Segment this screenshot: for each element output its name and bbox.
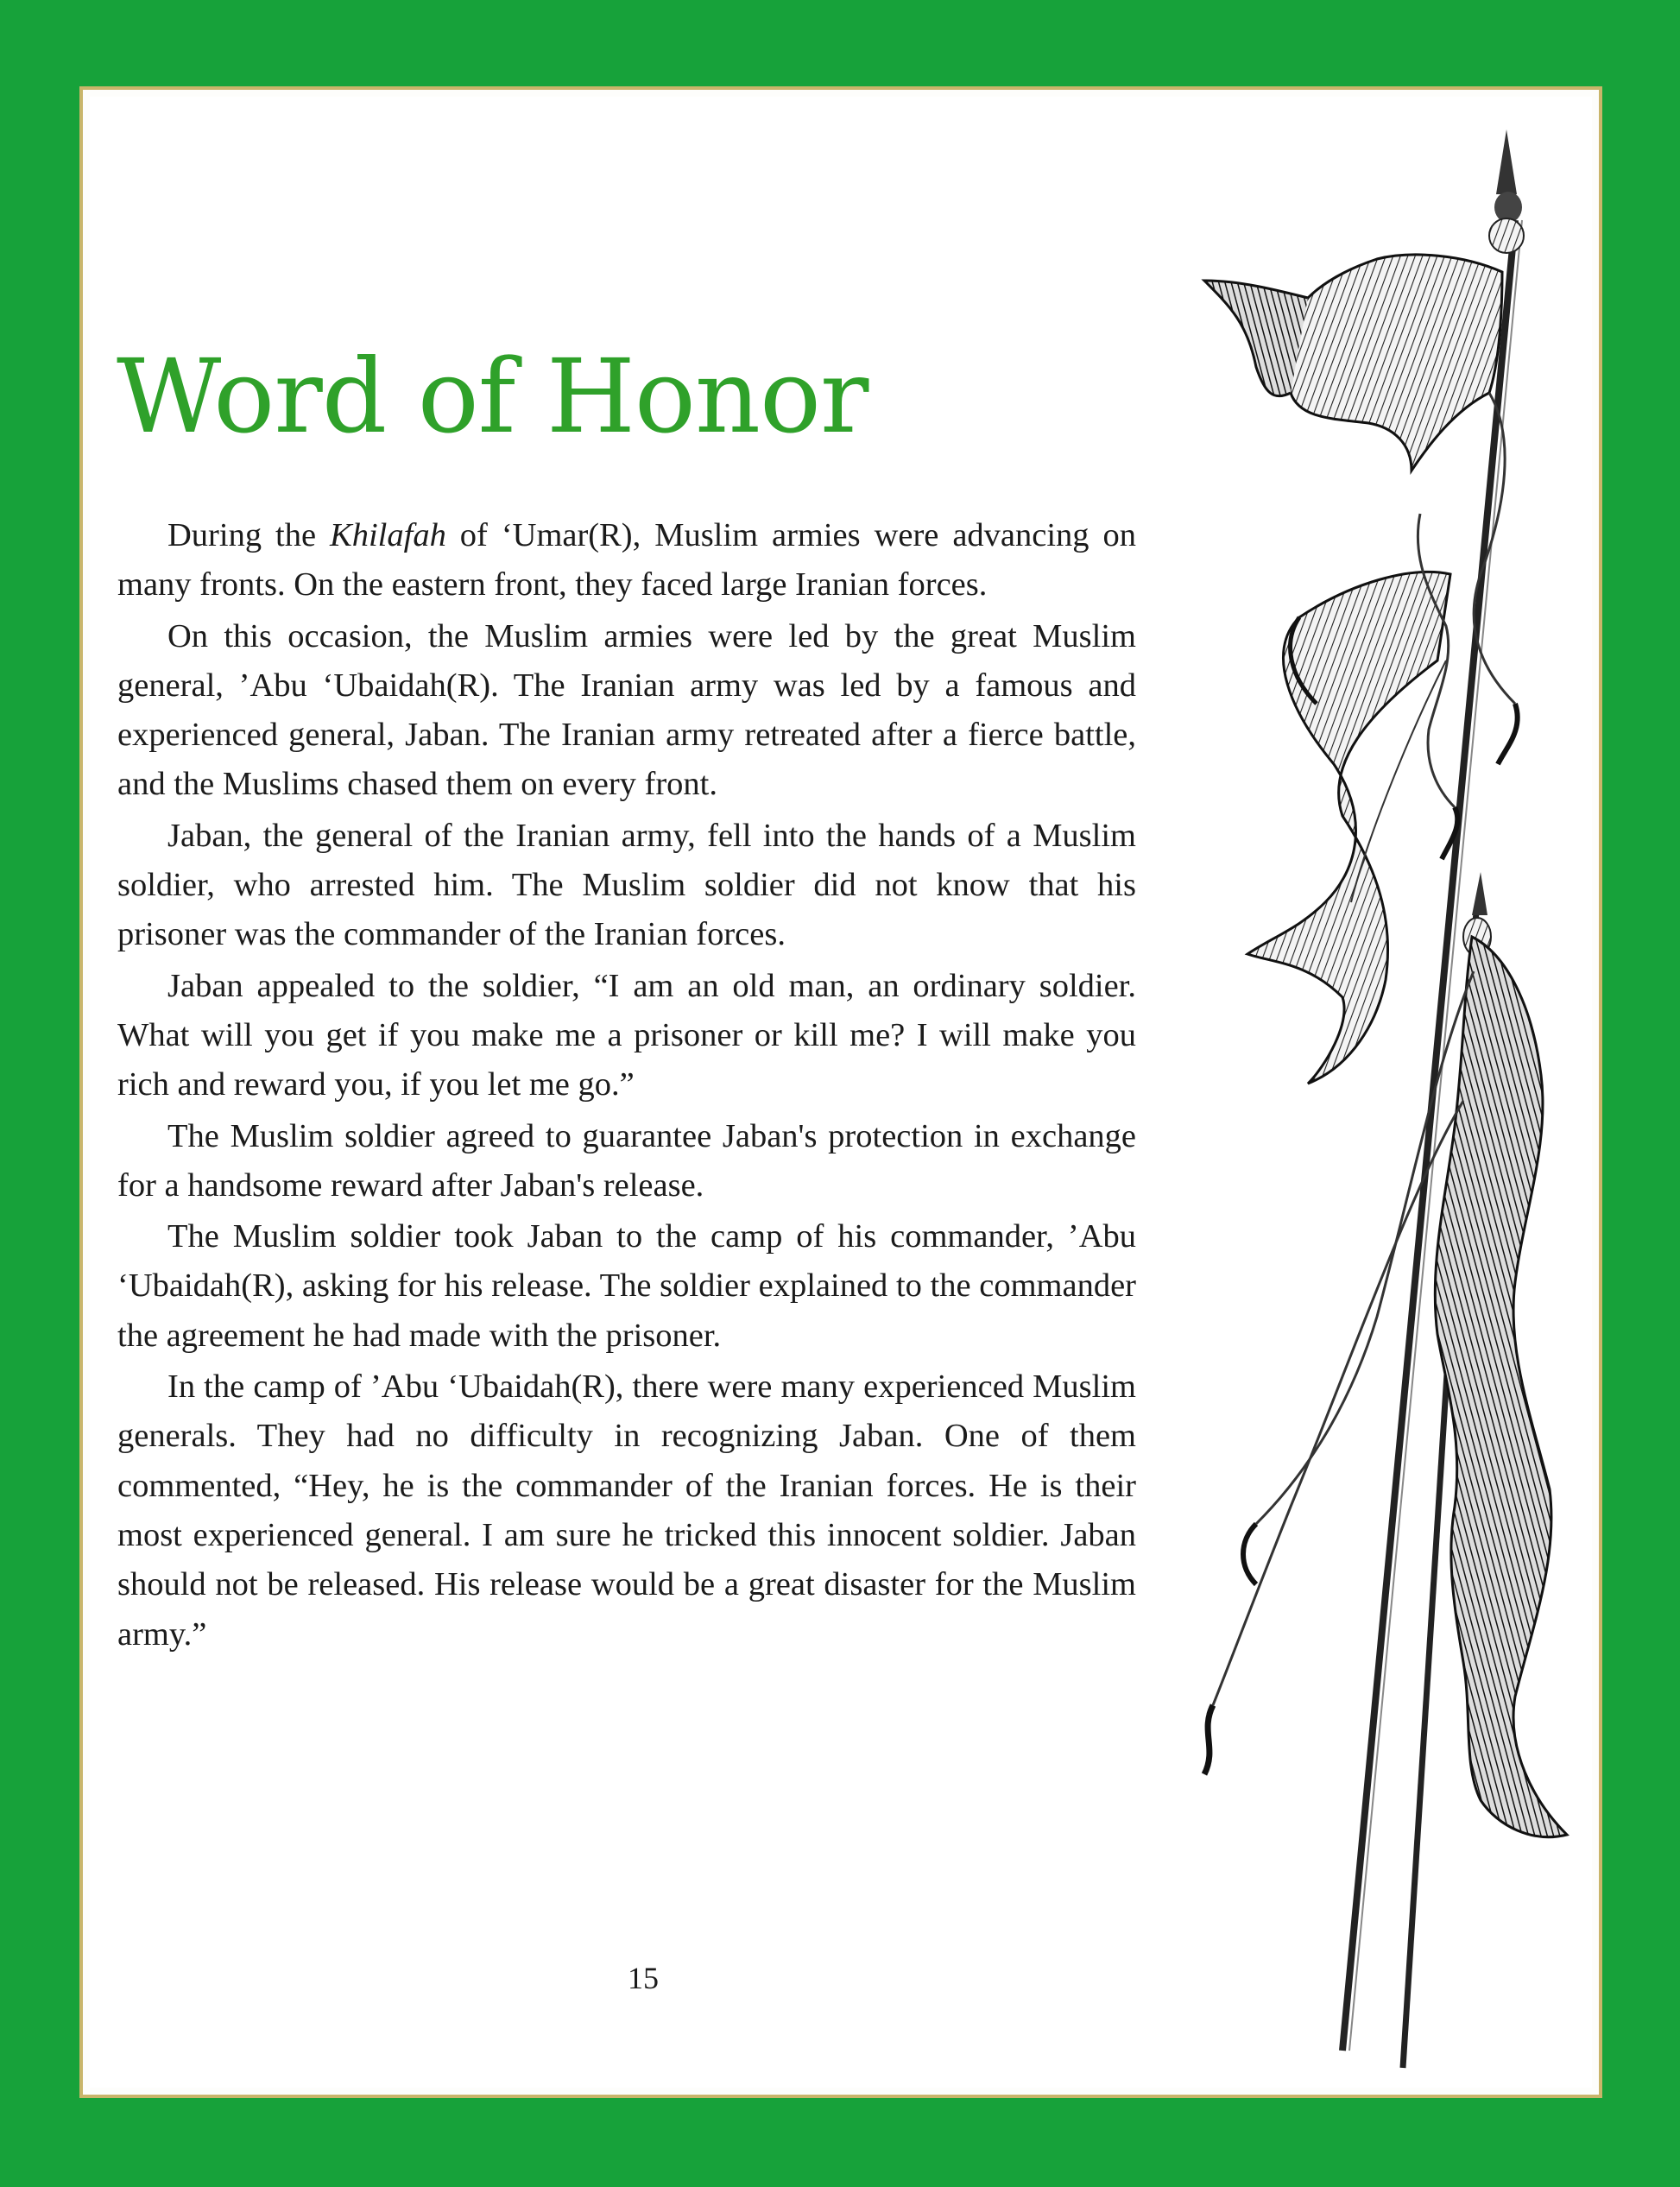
page-number: 15 <box>628 1961 659 1995</box>
paragraph-1-end: of ‘Umar(R), Muslim armies were advancing on many fronts. On the eastern front, they faced large Iranian forces. <box>117 517 1137 604</box>
paragraph-4: Jaban appealed to the soldier, “I am an old man, an ordinary soldier. What will you get if you make me a prisoner or kill me? I will make you rich and reward you, if you let me go.” <box>117 967 1136 1103</box>
paragraph-5: The Muslim soldier agreed to guarantee Jaban's protection in exchange for a handsome reward after Jaban's release. <box>117 1117 1136 1204</box>
paragraph-7: In the camp of ’Abu ‘Ubaidah(R), there were many experienced Muslim generals. They had no difficulty in recognizing Jaban. One of them commented, “Hey, he is the commander of the Iranian forces. He is their most experienced general. I am sure he tricked this innocent soldier. Jaban should not be released. His release would be a great disaster for the Muslim army.” <box>117 1368 1136 1653</box>
story-body <box>117 511 1136 1661</box>
paragraph-3: Jaban, the general of the Iranian army, fell into the hands of a Muslim soldier, who arrested him. The Muslim soldier did not know that his prisoner was the commander of the Iranian forces. <box>117 817 1136 953</box>
paragraph-2: On this occasion, the Muslim armies were led by the great Muslim general, ’Abu ‘Ubaidah(R). The Iranian army was led by a famous and experienced general, Jaban. The Iranian army retreated after a fierce battle, and the Muslims chased them on every front. <box>117 617 1136 803</box>
paragraph-1-italic: Khilafah <box>330 517 446 553</box>
paragraph-6: The Muslim soldier took Jaban to the camp of his commander, ’Abu ‘Ubaidah(R), asking for his release. The soldier explained to the commander the agreement he had made with the prisoner. <box>117 1218 1136 1354</box>
page-title: Word of Honor <box>117 337 868 456</box>
middle-banner <box>1247 572 1450 1084</box>
battle-banners-icon <box>1153 108 1584 2085</box>
paragraph-1 <box>117 511 1136 610</box>
paragraph-1-start: During the <box>167 517 331 553</box>
